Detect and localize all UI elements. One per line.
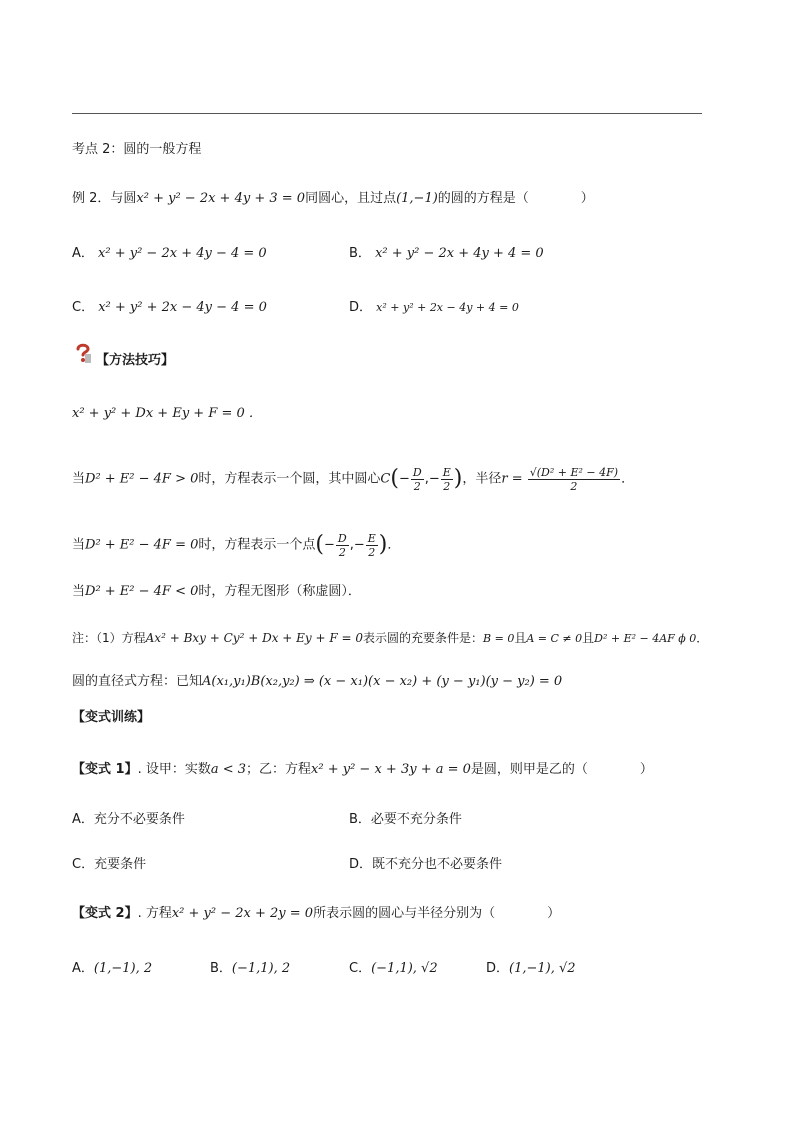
example-2-option-a[interactable] <box>72 244 267 264</box>
case-1-r: r = <box>501 471 523 487</box>
method-case-1: 当D² + E² − 4F > 0时，方程表示一个圆，其中圆心C(− $\frac{D}{2}$ ,− $\frac{E}{2}$ )，半径r = $\frac{\text{√(D² + E² − 4F)}}{2}$ ． <box>72 465 635 493</box>
case-2-mid: 时，方程表示一个点 <box>198 537 316 553</box>
option-label: C． <box>72 300 95 315</box>
note-equation: Ax² + Bxy + Cy² + Dx + Ey + F = 0 <box>145 631 364 645</box>
diameter-equation: A(x₁,y₁)B(x₂,y₂) ⇒ (x − x₁)(x − x₂) + (y − y₁)(y − y₂) = 0 <box>202 674 563 689</box>
example-2-suffix: 的圆的方程是（ ） <box>437 191 594 206</box>
radius-fraction: $\frac{\text{√(D² + E² − 4F)}}{2}$ <box>529 465 619 493</box>
section-title: 考点 2：圆的一般方程 <box>72 142 202 157</box>
case-3-condition: D² + E² − 4F < 0 <box>85 584 199 599</box>
option-text: x² + y² + 2x − 4y − 4 = 0 <box>98 300 267 315</box>
example-2-option-d[interactable] <box>349 298 519 318</box>
general-equation: x² + y² + Dx + Ey + F = 0 ． <box>72 406 262 421</box>
option-text: x² + y² + 2x − 4y + 4 = 0 <box>376 301 519 314</box>
variant-2-option-d[interactable]: D．(1,−1), √2 <box>486 961 576 976</box>
variant-2-question: 【变式 2】. 方程x² + y² − 2x + 2y = 0所表示圆的圆心与半径分别为（ ） <box>72 906 561 921</box>
method-note: 注：（1）方程Ax² + Bxy + Cy² + Dx + Ey + F = 0表示圆的充要条件是：B = 0且A = C ≠ 0且D² + E² − 4AF ϕ 0． <box>72 631 709 645</box>
variant-2-option-b[interactable]: B．(−1,1), 2 <box>210 961 291 976</box>
example-2-question <box>72 189 594 209</box>
frac-e-over-2: $\frac{E}{2}$ <box>442 465 451 493</box>
variant-1-label: 【变式 1】 <box>72 762 138 777</box>
variant-2-label: 【变式 2】 <box>72 906 138 921</box>
variant-1-option-d[interactable]: D．既不充分也不必要条件 <box>349 857 503 872</box>
example-2-mid: 同圆心，且过点 <box>305 191 397 206</box>
example-2-prefix: 例 2．与圆 <box>72 191 137 206</box>
variant-1-option-a[interactable]: A．充分不必要条件 <box>72 812 185 827</box>
example-2-point: (1,−1) <box>396 191 438 206</box>
option-text: x² + y² − 2x + 4y + 4 = 0 <box>375 246 544 261</box>
case-1-radius-label: ，半径 <box>462 471 502 487</box>
example-2-equation: x² + y² − 2x + 4y + 3 = 0 <box>136 191 306 206</box>
method-case-2: 当D² + E² − 4F = 0时，方程表示一个点(− $\frac{D}{2}$ ,− $\frac{E}{2}$ )． <box>72 531 401 559</box>
practice-heading: 【变式训练】 <box>72 710 151 725</box>
variant-2-equation: x² + y² − 2x + 2y = 0 <box>171 906 314 921</box>
variant-2-option-c[interactable]: C．(−1,1), √2 <box>349 961 438 976</box>
case-1-condition: D² + E² − 4F > 0 <box>85 471 199 487</box>
case-1-prefix: 当 <box>72 471 86 487</box>
diameter-form: 圆的直径式方程：已知A(x₁,y₁)B(x₂,y₂) ⇒ (x − x₁)(x − x₂) + (y − y₁)(y − y₂) = 0 <box>72 674 563 689</box>
variant-1-option-c[interactable]: C．充要条件 <box>72 857 147 872</box>
option-text: x² + y² − 2x + 4y − 4 = 0 <box>98 246 267 261</box>
variant-1-question: 【变式 1】. 设甲：实数a < 3；乙：方程x² + y² − x + 3y + a = 0是圆，则甲是乙的（ ） <box>72 762 653 777</box>
example-2-option-b[interactable] <box>349 244 544 264</box>
option-label: A． <box>72 246 94 261</box>
example-2-option-c[interactable] <box>72 298 267 318</box>
case-1-center: C <box>380 471 391 487</box>
variant-1-equation: x² + y² − x + 3y + a = 0 <box>311 762 471 777</box>
frac-e-over-2: $\frac{E}{2}$ <box>367 531 376 559</box>
frac-d-over-2: $\frac{D}{2}$ <box>337 531 347 559</box>
variant-2-option-a[interactable]: A．(1,−1), 2 <box>72 961 153 976</box>
option-label: D． <box>349 300 373 315</box>
variant-1-option-b[interactable]: B．必要不充分条件 <box>349 812 462 827</box>
option-label: B． <box>349 246 371 261</box>
case-2-prefix: 当 <box>72 537 86 553</box>
method-heading: 【方法技巧】 <box>96 353 175 368</box>
frac-d-over-2: $\frac{D}{2}$ <box>412 465 422 493</box>
case-1-mid: 时，方程表示一个圆，其中圆心 <box>198 471 381 487</box>
method-case-3: 当D² + E² − 4F < 0时，方程无图形（称虚圆）． <box>72 584 361 599</box>
case-2-condition: D² + E² − 4F = 0 <box>85 537 199 553</box>
question-mark-icon <box>74 342 92 364</box>
header-rule <box>72 113 702 114</box>
